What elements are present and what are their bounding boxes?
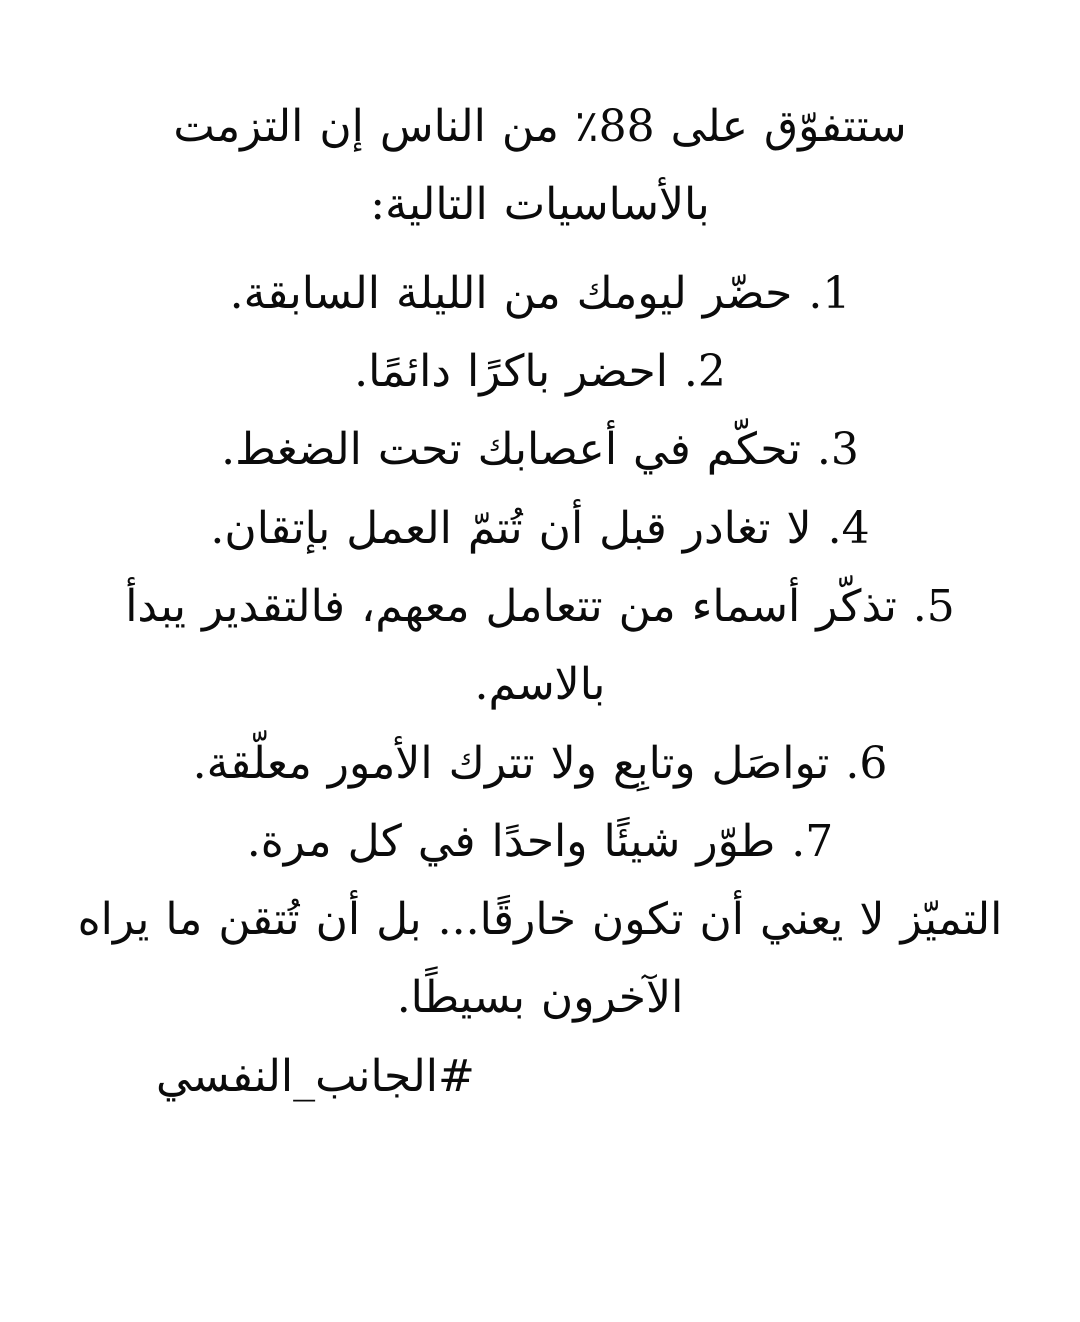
intro-paragraph: ستتفوّق على 88٪ من الناس إن التزمت بالأساسيات التالية: <box>173 101 907 231</box>
list-item: 1. حضّر ليومك من الليلة السابقة. <box>229 267 851 319</box>
list-item: 3. تحكّم في أعصابك تحت الضغط. <box>221 424 859 476</box>
tips-list <box>60 255 1020 882</box>
closing-paragraph: التميّز لا يعني أن تكون خارقًا... بل أن تُتقن ما يراه الآخرون بسيطًا. <box>77 894 1003 1024</box>
document-body <box>60 88 1020 1159</box>
list-item: 5. تذكّر أسماء من تتعامل معهم، فالتقدير يبدأ بالاسم. <box>125 580 955 711</box>
list-item: 2. احضر باكرًا دائمًا. <box>354 345 726 397</box>
hashtag-text: #الجانب_النفسي <box>156 1050 475 1102</box>
list-item: 4. لا تغادر قبل أن تُتمّ العمل بإتقان. <box>210 502 870 554</box>
list-item: 7. طوّر شيئًا واحدًا في كل مرة. <box>246 815 834 867</box>
hashtag <box>60 1040 1020 1115</box>
list-item: 6. تواصَل وتابِع ولا تترك الأمور معلّقة. <box>192 737 888 789</box>
